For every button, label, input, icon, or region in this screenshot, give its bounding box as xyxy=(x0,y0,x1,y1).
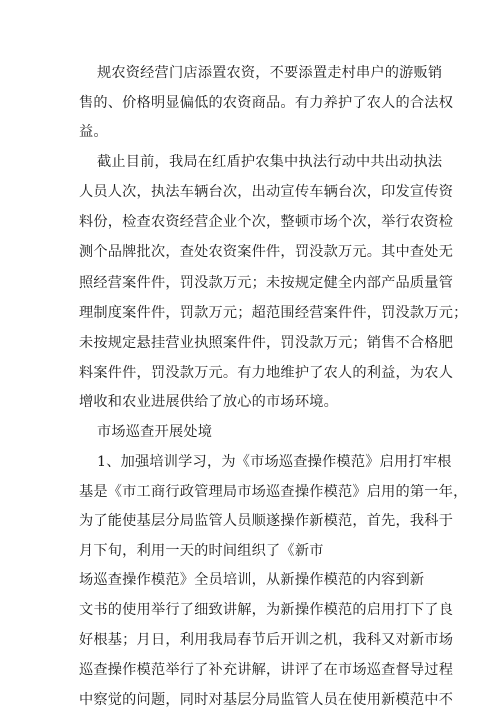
paragraph-line: 规农资经营门店添置农资，不要添置走村串户的游贩销 xyxy=(97,65,443,81)
paragraph-line: 截止目前，我局在红盾护农集中执法行动中共出动执法 xyxy=(97,154,443,170)
paragraph-line: 文书的使用举行了细致讲解，为新操作模范的启用打下了良 xyxy=(79,602,454,618)
paragraph-line: 增收和农业进展供给了放心的市场环境。 xyxy=(79,394,338,410)
paragraph-line: 照经营案件件，罚没款万元；未按规定健全内部产品质量管 xyxy=(79,275,454,291)
paragraph-line: 料份，检查农资经营企业个次，整顿市场个次，举行农资检 xyxy=(79,214,454,230)
section-heading: 市场巡查开展处境 xyxy=(97,424,213,440)
paragraph-line: 为了能使基层分局监管人员顺遂操作新模范，首先，我科于 xyxy=(79,513,454,529)
paragraph-line: 理制度案件件，罚款万元；超范围经营案件件，罚没款万元； xyxy=(79,305,468,321)
paragraph-line: 1、加强培训学习，为《市场巡查操作模范》启用打牢根 xyxy=(97,454,452,470)
paragraph-line: 售的、价格明显偏低的农资商品。有力养护了农人的合法权 xyxy=(79,95,454,111)
paragraph-line: 月下旬，利用一天的时间组织了《新市 xyxy=(79,543,324,559)
paragraph-line: 料案件件，罚没款万元。有力地维护了农人的利益，为农人 xyxy=(79,365,454,381)
paragraph-line: 基是《市工商行政管理局市场巡查操作模范》启用的第一年， xyxy=(79,484,468,500)
paragraph-line: 益。 xyxy=(79,124,108,140)
paragraph-line: 中察觉的问题，同时对基层分局监管人员在使用新模范中不 xyxy=(79,692,454,708)
paragraph-line: 未按规定悬挂营业执照案件件，罚没款万元；销售不合格肥 xyxy=(79,335,454,351)
paragraph-line: 场巡查操作模范》全员培训，从新操作模范的内容到新 xyxy=(79,572,425,588)
paragraph-line: 好根基；月日，利用我局春节后开训之机，我科又对新市场 xyxy=(79,632,454,648)
paragraph-line: 人员人次，执法车辆台次，出动宣传车辆台次，印发宣传资 xyxy=(79,184,454,200)
paragraph-line: 巡查操作模范举行了补充讲解，讲评了在市场巡查督导过程 xyxy=(79,662,454,678)
paragraph-line: 测个品牌批次，查处农资案件件，罚没款万元。其中查处无 xyxy=(79,244,454,260)
